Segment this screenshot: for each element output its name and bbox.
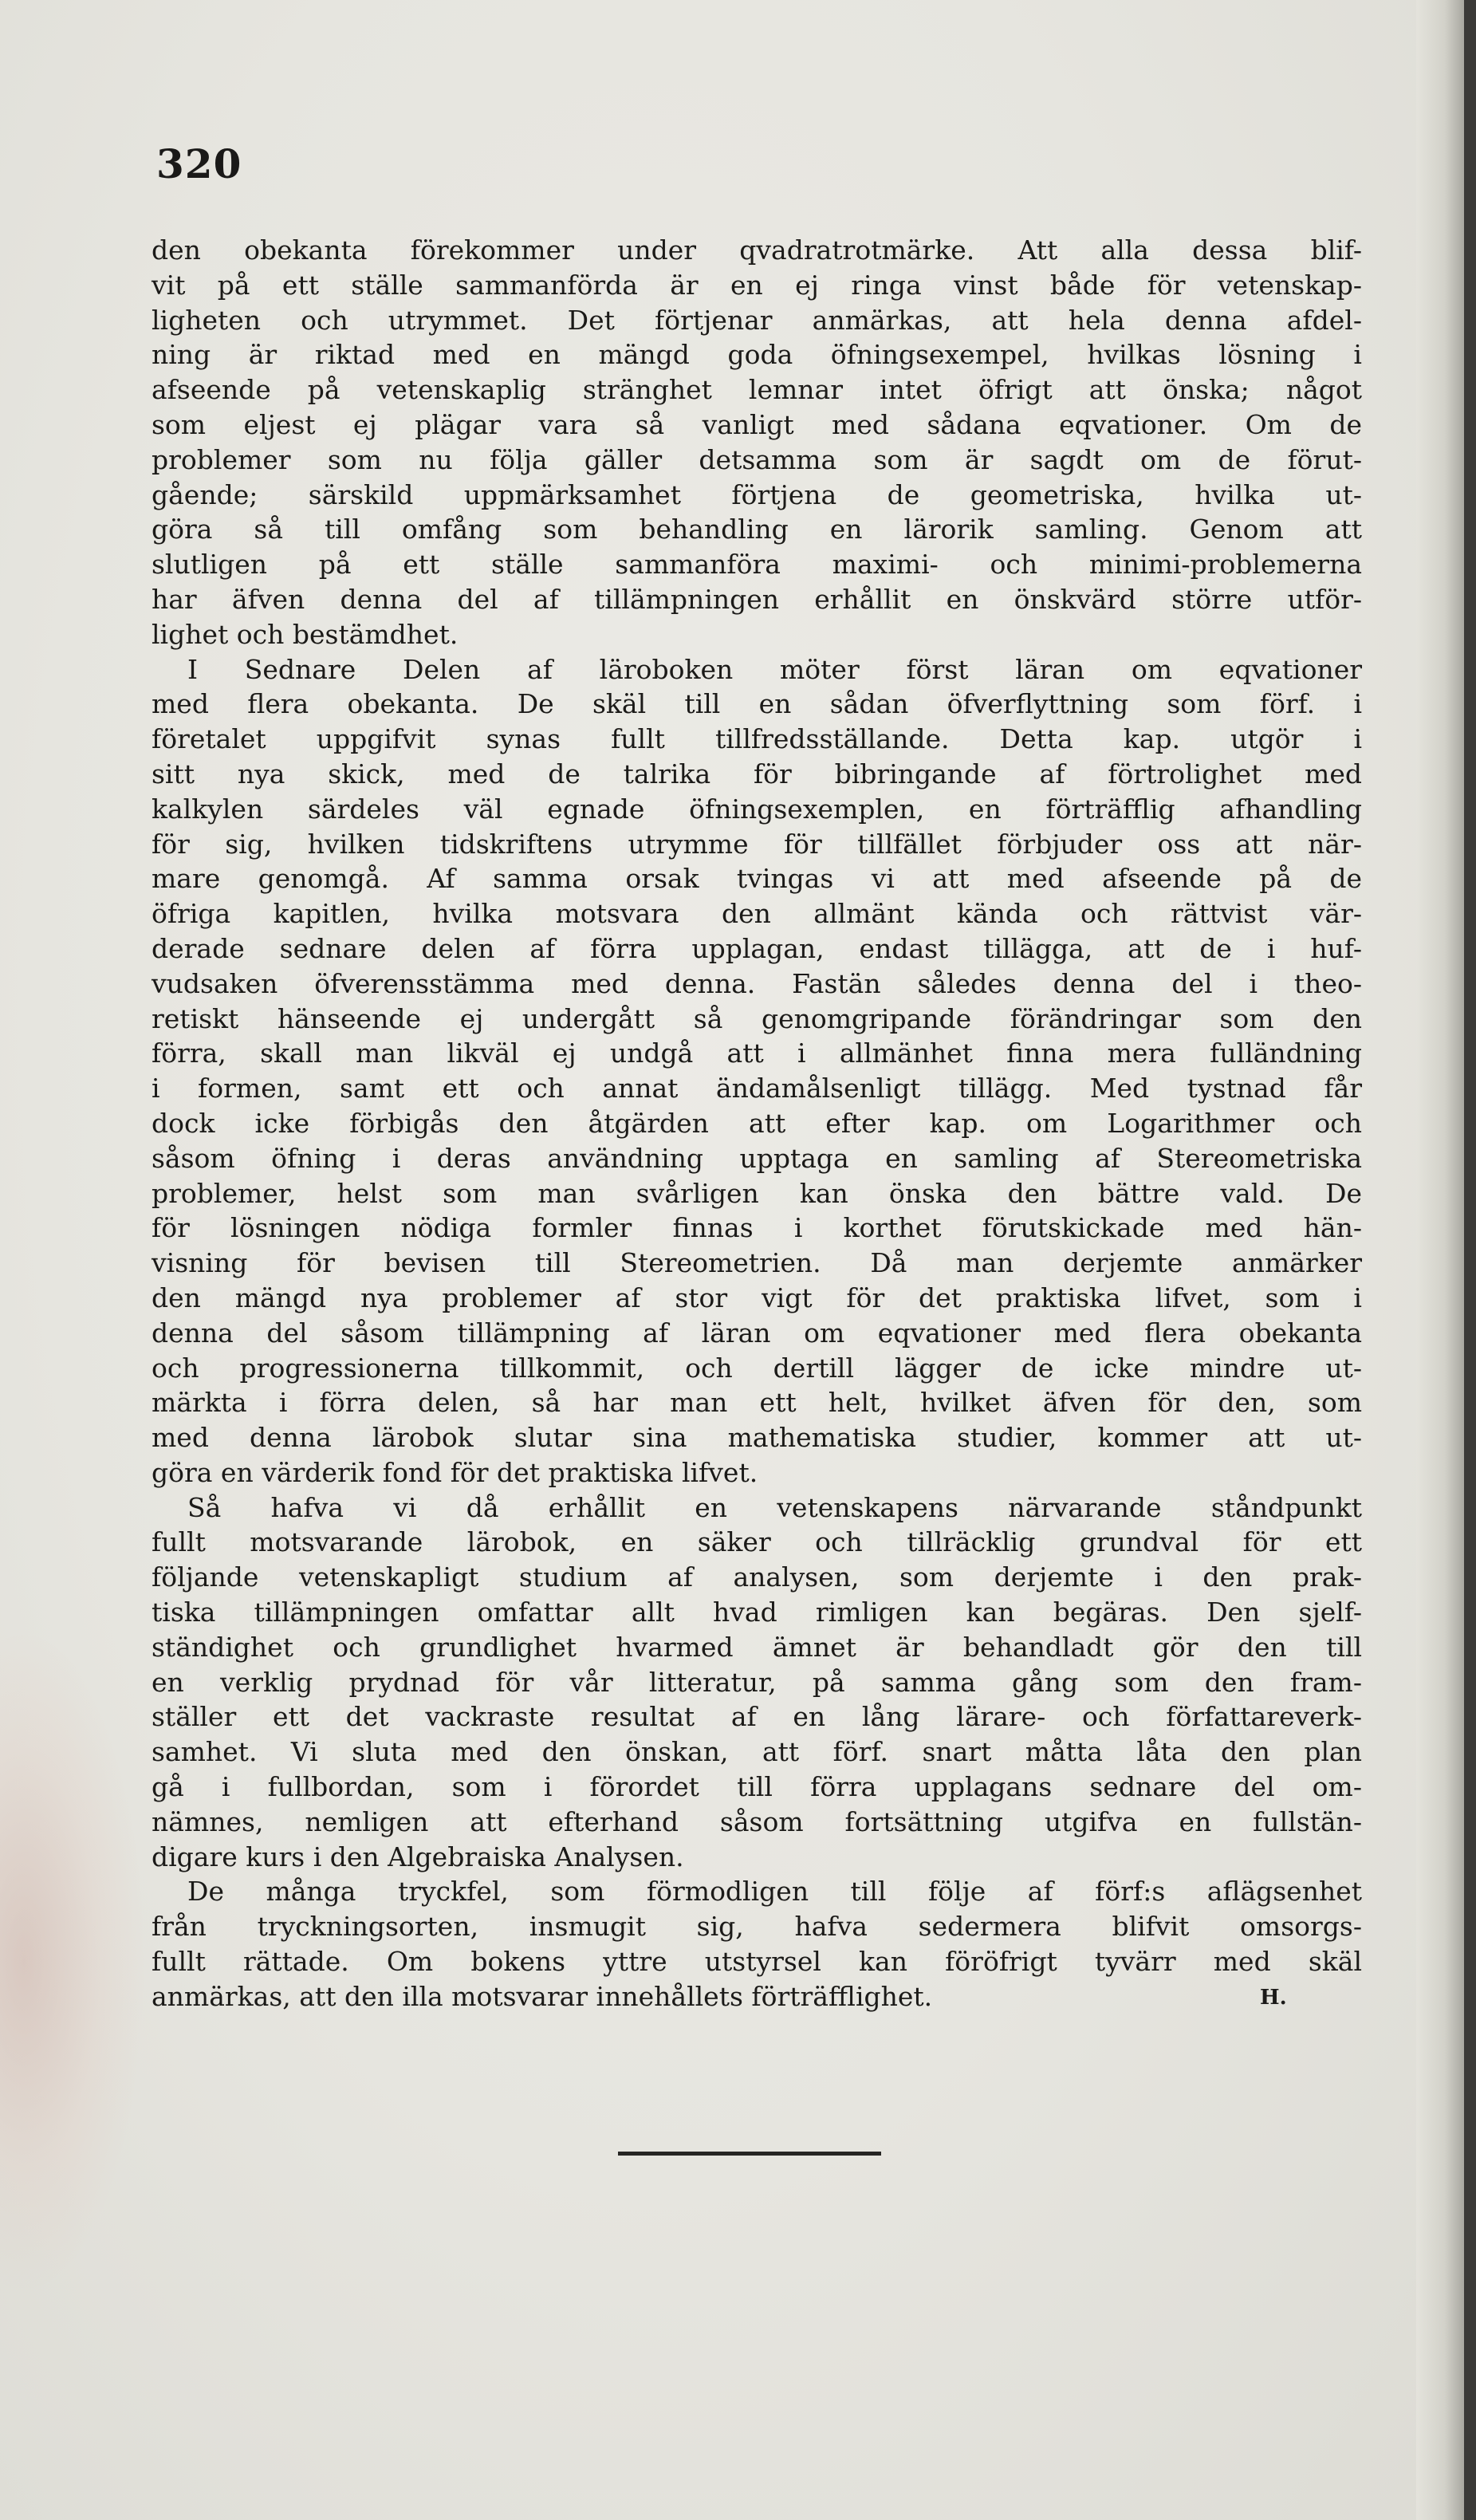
text-line: för sig, hvilken tidskriftens utrymme för tillfället förbjuder oss att när- [152, 828, 1362, 860]
text-line: förra, skall man likväl ej undgå att i allmänhet finna mera fulländning [152, 1038, 1362, 1069]
section-divider-rule [618, 2152, 881, 2156]
text-line: afseende på vetenskaplig stränghet lemnar intet öfrigt att önska; något [152, 374, 1362, 406]
body-text [152, 233, 1362, 2014]
text-line: anmärkas, att den illa motsvarar innehållets förträfflighet. [152, 1980, 933, 2012]
text-line: nämnes, nemligen att efterhand såsom fortsättning utgifva en fullstän- [152, 1805, 1362, 1837]
text-line: göra en värderik fond för det praktiska lifvet. [152, 1456, 758, 1488]
text-line: vudsaken öfverensstämma med denna. Fastän således denna del i theo- [152, 967, 1362, 999]
text-line: dock icke förbigås den åtgärden att efter kap. om Logarithmer och [152, 1107, 1362, 1139]
text-line: gå i fullbordan, som i förordet till förra upplagans sednare del om- [152, 1771, 1362, 1803]
text-line: från tryckningsorten, insmugit sig, hafva sedermera blifvit omsorgs- [152, 1911, 1362, 1943]
page-edge [1416, 0, 1464, 2520]
text-line: ställer ett det vackraste resultat af en lång lärare- och författareverk- [152, 1701, 1362, 1733]
text-line: har äfven denna del af tillämpningen erhållit en önskvärd större utför- [152, 583, 1362, 615]
page-stain [0, 1635, 144, 2289]
text-line: ständighet och grundlighet hvarmed ämnet är behandladt gör den till [152, 1631, 1362, 1663]
text-line: denna del såsom tillämpning af läran om eqvationer med flera obekanta [152, 1317, 1362, 1349]
text-line: visning för bevisen till Stereometrien. Då man derjemte anmärker [152, 1247, 1362, 1279]
text-line: kalkylen särdeles väl egnade öfningsexemplen, en förträfflig afhandling [152, 793, 1362, 825]
text-line: den mängd nya problemer af stor vigt för det praktiska lifvet, som i [152, 1282, 1362, 1313]
text-line: slutligen på ett ställe sammanföra maximi- och minimi-problemerna [152, 549, 1362, 581]
text-line: den obekanta förekommer under qvadratrotmärke. Att alla dessa blif- [152, 234, 1362, 266]
text-line: i formen, samt ett och annat ändamålsenligt tillägg. Med tystnad får [152, 1073, 1362, 1104]
text-line: De många tryckfel, som förmodligen till följe af förf:s aflägsenhet [187, 1876, 1362, 1908]
text-line: fullt motsvarande lärobok, en säker och tillräcklig grundval för ett [152, 1526, 1362, 1558]
text-line: Så hafva vi då erhållit en vetenskapens närvarande ståndpunkt [187, 1491, 1362, 1523]
text-line: med denna lärobok slutar sina mathematiska studier, kommer att ut- [152, 1422, 1362, 1454]
text-line: med flera obekanta. De skäl till en sådan öfverflyttning som förf. i [152, 688, 1362, 720]
text-line: lighet och bestämdhet. [152, 618, 459, 650]
text-line: och progressionerna tillkommit, och dertill lägger de icke mindre ut- [152, 1352, 1362, 1384]
text-line: problemer som nu följa gäller detsamma som är sagdt om de förut- [152, 443, 1362, 475]
text-line: företalet uppgifvit synas fullt tillfredsställande. Detta kap. utgör i [152, 723, 1362, 755]
text-line: följande vetenskapligt studium af analysen, som derjemte i den prak- [152, 1561, 1362, 1593]
page-number: 320 [156, 140, 242, 187]
text-line: göra så till omfång som behandling en lärorik samling. Genom att [152, 514, 1362, 545]
text-line: fullt rättade. Om bokens yttre utstyrsel kan föröfrigt tyvärr med skäl [152, 1946, 1362, 1978]
text-line: såsom öfning i deras användning upptaga en samling af Stereometriska [152, 1142, 1362, 1174]
text-line: mare genomgå. Af samma orsak tvingas vi att med afseende på de [152, 863, 1362, 895]
text-line: tiska tillämpningen omfattar allt hvad rimligen kan begäras. Den sjelf- [152, 1597, 1362, 1628]
text-line: för lösningen nödiga formler finnas i korthet förutskickade med hän- [152, 1212, 1362, 1244]
text-line: digare kurs i den Algebraiska Analysen. [152, 1841, 684, 1872]
text-line-with-signature [152, 1979, 1362, 2014]
text-line: ning är riktad med en mängd goda öfningsexempel, hvilkas lösning i [152, 339, 1362, 371]
text-line: som eljest ej plägar vara så vanligt med sådana eqvationer. Om de [152, 408, 1362, 440]
text-line: ligheten och utrymmet. Det förtjenar anmärkas, att hela denna afdel- [152, 304, 1362, 336]
text-line: vit på ett ställe sammanförda är en ej ringa vinst både för vetenskap- [152, 269, 1362, 301]
text-line: I Sednare Delen af läroboken möter först läran om eqvationer [187, 653, 1362, 685]
text-line: sitt nya skick, med de talrika för bibringande af förtrolighet med [152, 758, 1362, 789]
text-line: derade sednare delen af förra upplagan, endast tillägga, att de i huf- [152, 932, 1362, 964]
text-line: en verklig prydnad för vår litteratur, på samma gång som den fram- [152, 1666, 1362, 1698]
text-line: märkta i förra delen, så har man ett helt, hvilket äfven för den, som [152, 1387, 1362, 1419]
text-line: problemer, helst som man svårligen kan önska den bättre vald. De [152, 1177, 1362, 1209]
text-line: öfriga kapitlen, hvilka motsvara den allmänt kända och rättvist vär- [152, 898, 1362, 930]
text-line: gående; särskild uppmärksamhet förtjena de geometriska, hvilka ut- [152, 478, 1362, 510]
text-line: retiskt hänseende ej undergått så genomgripande förändringar som den [152, 1002, 1362, 1034]
text-line: samhet. Vi sluta med den önskan, att förf. snart måtta låta den plan [152, 1736, 1362, 1768]
author-signature: H. [1260, 1985, 1287, 2010]
